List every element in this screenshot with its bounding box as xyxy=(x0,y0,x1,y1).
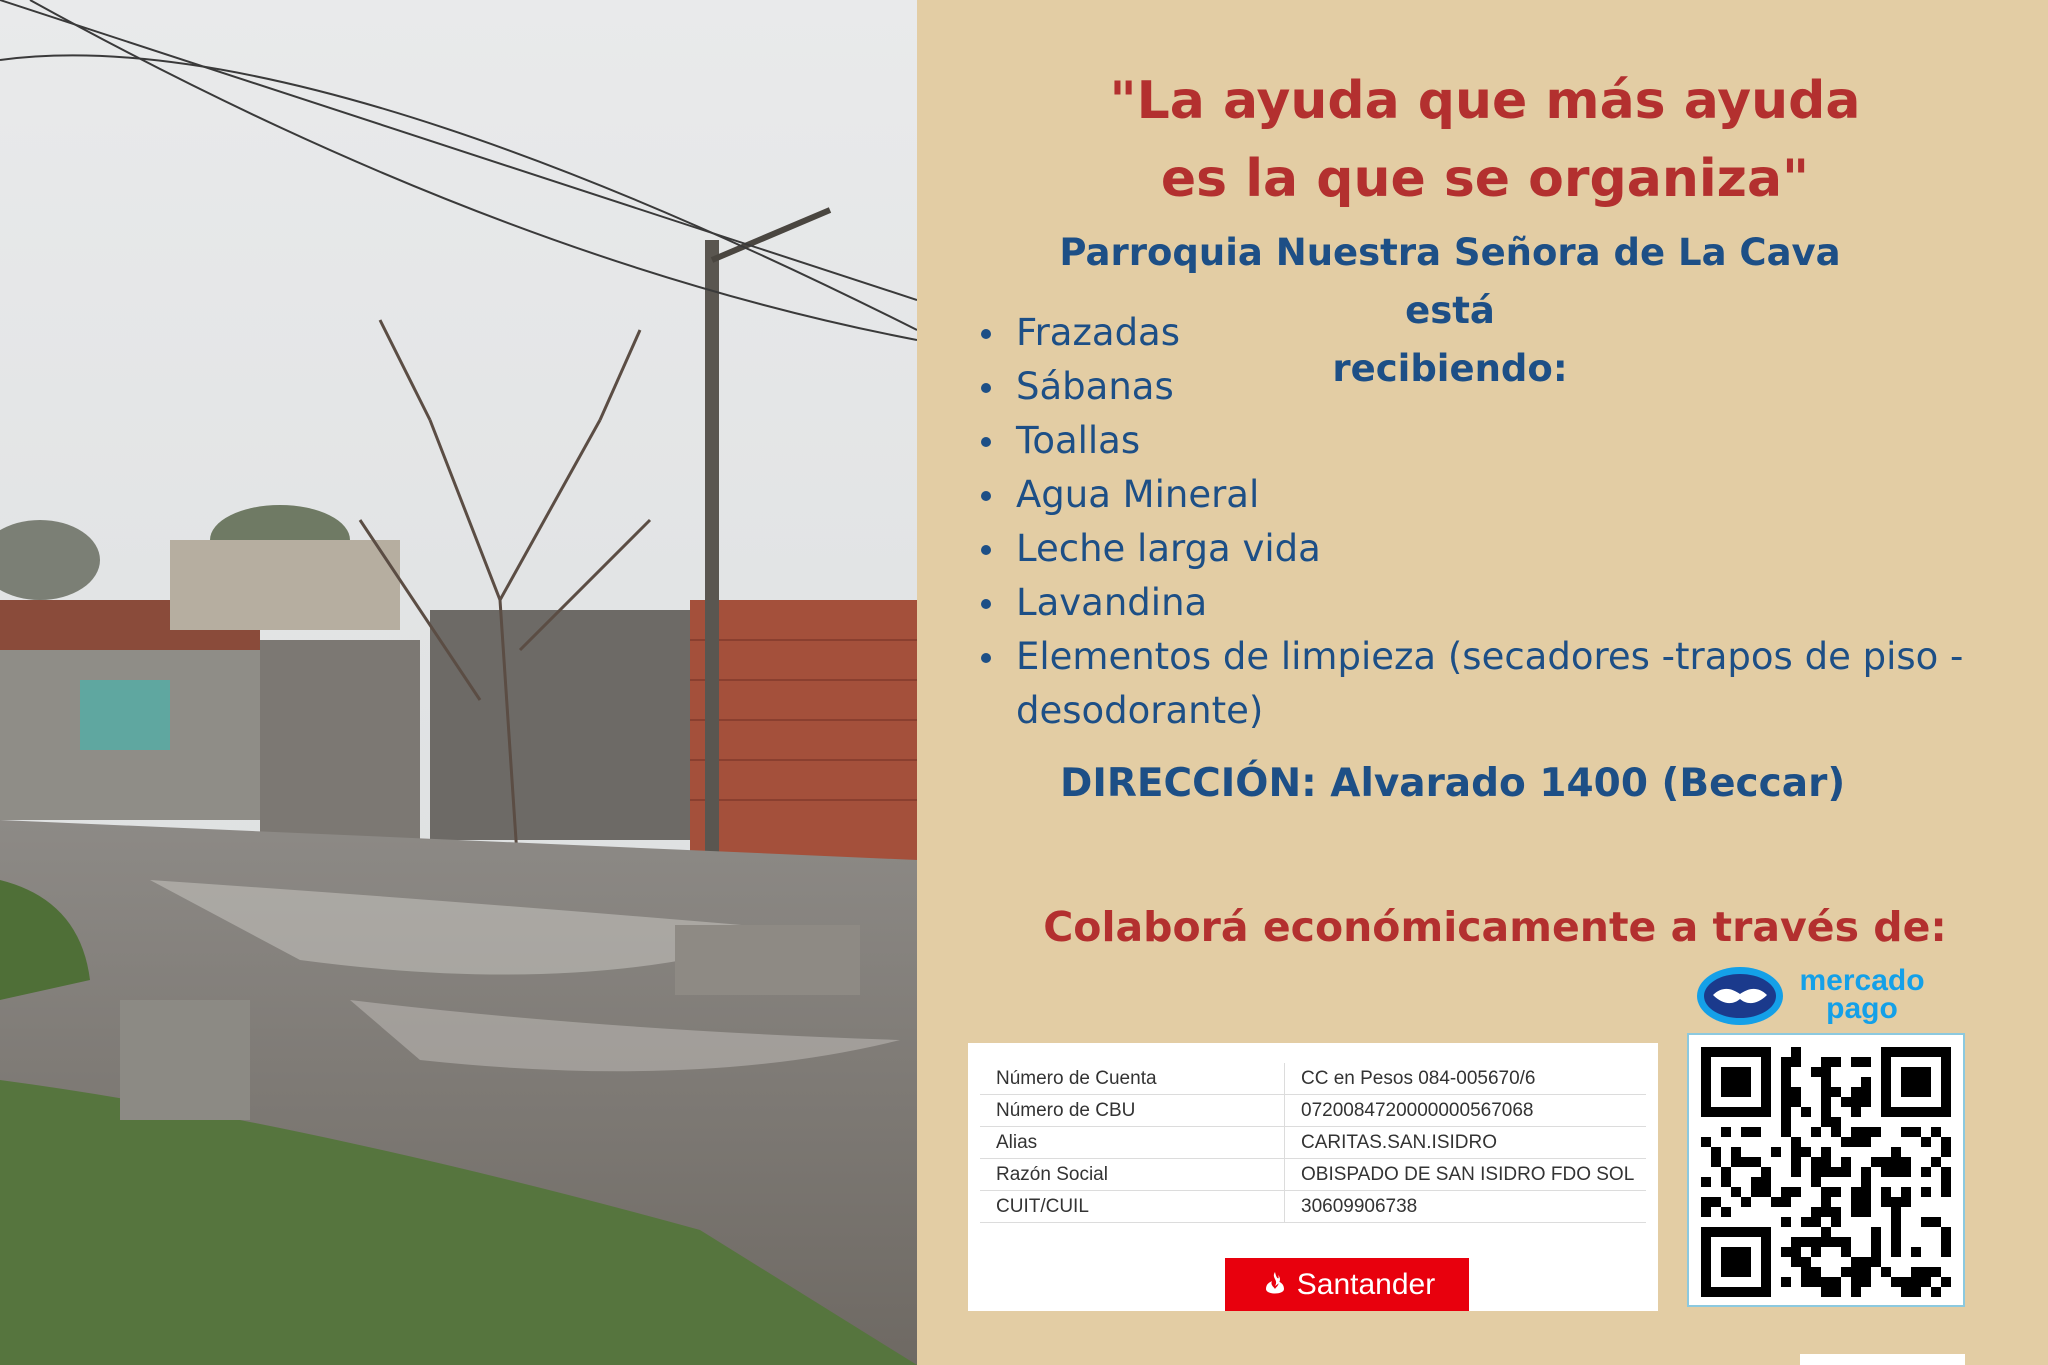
row-label: Razón Social xyxy=(980,1159,1285,1191)
table-row xyxy=(980,1191,1646,1223)
bank-details-card xyxy=(968,1043,1658,1311)
list-item xyxy=(978,468,2018,522)
table-row xyxy=(980,1159,1646,1191)
item-label: Leche larga vida xyxy=(1016,527,1321,570)
quote-line-1: "La ayuda que más ayuda xyxy=(1109,71,1861,131)
mercadopago-text xyxy=(1792,964,1932,1025)
row-value: CC en Pesos 084-005670/6 xyxy=(1285,1063,1647,1095)
bullet-icon xyxy=(981,545,991,555)
donation-items-list xyxy=(978,306,2018,738)
list-item xyxy=(978,360,2018,414)
santander-logo xyxy=(1225,1258,1469,1311)
row-label: Número de Cuenta xyxy=(980,1063,1285,1095)
corner-tab xyxy=(1800,1354,1965,1365)
mercadopago-logo xyxy=(1695,965,1935,1031)
table-row xyxy=(980,1095,1646,1127)
row-label: Número de CBU xyxy=(980,1095,1285,1127)
row-value: 0720084720000000567068 xyxy=(1285,1095,1647,1127)
list-item xyxy=(978,414,2018,468)
item-label: Agua Mineral xyxy=(1016,473,1260,516)
row-label: Alias xyxy=(980,1127,1285,1159)
mercadopago-line-1: mercado xyxy=(1799,964,1925,997)
row-value: OBISPADO DE SAN ISIDRO FDO SOL xyxy=(1285,1159,1647,1191)
bullet-icon xyxy=(981,599,991,609)
item-label: Elementos de limpieza (secadores -trapos de piso - desodorante) xyxy=(1016,635,1964,732)
list-item xyxy=(978,630,2018,738)
bullet-icon xyxy=(981,653,991,663)
qr-code-icon xyxy=(1701,1047,1951,1297)
donate-heading: Colaborá económicamente a través de: xyxy=(1043,903,1947,951)
list-item xyxy=(978,576,2018,630)
item-label: Toallas xyxy=(1016,419,1141,462)
mercadopago-line-2: pago xyxy=(1826,992,1898,1025)
item-label: Frazadas xyxy=(1016,311,1181,354)
bullet-icon xyxy=(981,491,991,501)
santander-logo-text: Santander xyxy=(1296,1267,1436,1301)
address-line: DIRECCIÓN: Alvarado 1400 (Beccar) xyxy=(1060,761,1846,806)
table-row xyxy=(980,1127,1646,1159)
bullet-icon xyxy=(981,383,991,393)
subtitle-line-2: recibiendo: xyxy=(1332,347,1568,390)
list-item xyxy=(978,522,2018,576)
handshake-icon xyxy=(1695,965,1785,1027)
bullet-icon xyxy=(981,329,991,339)
row-value: 30609906738 xyxy=(1285,1191,1647,1223)
row-value: CARITAS.SAN.ISIDRO xyxy=(1285,1127,1647,1159)
bullet-icon xyxy=(981,437,991,447)
item-label: Sábanas xyxy=(1016,365,1174,408)
row-label: CUIT/CUIL xyxy=(980,1191,1285,1223)
table-row xyxy=(980,1063,1646,1095)
quote-heading xyxy=(1050,62,1920,218)
item-label: Lavandina xyxy=(1016,581,1208,624)
santander-flame-icon xyxy=(1259,1269,1291,1301)
bank-details-table xyxy=(980,1063,1646,1223)
qr-code xyxy=(1687,1033,1965,1307)
quote-line-2: es la que se organiza" xyxy=(1160,149,1810,209)
flood-photo xyxy=(0,0,917,1365)
subtitle-line-1: Parroquia Nuestra Señora de La Cava está xyxy=(1059,231,1841,332)
list-item xyxy=(978,306,2018,360)
